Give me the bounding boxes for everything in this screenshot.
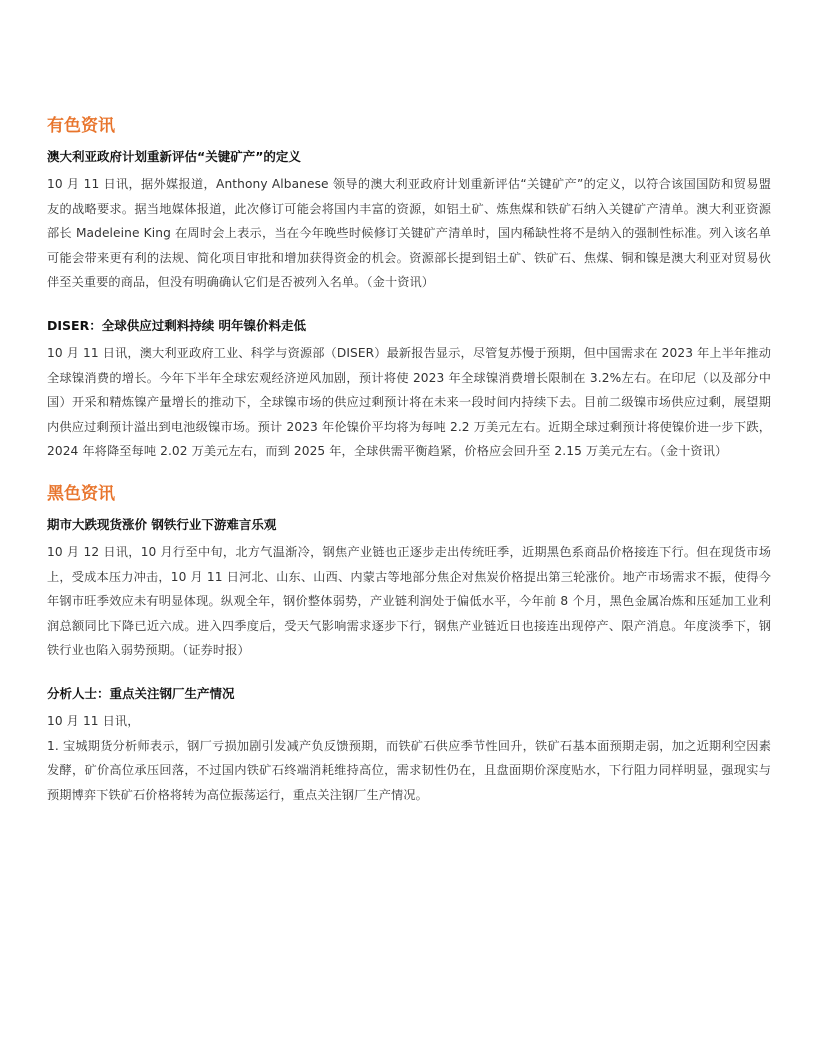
section-title-nonferrous: 有色资讯: [47, 116, 115, 136]
article-paragraph: 10 月 11 日讯，据外媒报道，Anthony Albanese 领导的澳大利亚政府计划重新评估“关键矿产”的定义，以符合该国国防和贸易盟友的战略要求。据当地媒体报道，此次修订可能会将国内丰富的资源，如铝土矿、炼焦煤和铁矿石纳入关键矿产清单。澳大利亚资源部长 Madeleine King 在周时会上表示，当在今年晚些时候修订关键矿产清单时，国内稀缺性将不是纳入的强制性标准。列入该名单可能会带来更有利的法规、简化项目审批和增加获得资金的机会。资源部长提到铝土矿、铁矿石、焦煤、铜和镍是澳大利亚对贸易伙伴至关重要的商品，但没有明确确认它们是否被列入名单。（金十资讯）: [47, 177, 771, 290]
document-page: [47, 114, 771, 807]
article-paragraph: 1. 宝城期货分析师表示，钢厂亏损加剧引发减产负反馈预期，而铁矿石供应季节性回升，铁矿石基本面预期走弱，加之近期利空因素发酵，矿价高位承压回落，不过国内铁矿石终端消耗维持高位，需求韧性仍在，且盘面期价深度贴水，下行阻力同样明显，强现实与预期博弈下铁矿石价格将转为高位振荡运行，重点关注钢厂生产情况。: [47, 738, 771, 802]
article-title: 澳大利亚政府计划重新评估“关键矿产”的定义: [47, 149, 301, 164]
section-title-ferrous: 黑色资讯: [47, 483, 115, 504]
article-paragraph: 10 月 11 日讯，澳大利亚政府工业、科学与资源部（DISER）最新报告显示，尽管复苏慢于预期，但中国需求在 2023 年上半年推动全球镍消费的增长。今年下半年全球宏观经济逆风加剧，预计将使 2023 年全球镍消费增长限制在 3.2%左右。在印尼（以及部分中国）开采和精炼镍产量增长的推动下，全球镍市场的供应过剩预计将在未来一段时间内持续下去。目前二级镍市场供应过剩，展望期内供应过剩预计溢出到电池级镍市场。预计 2023 年伦镍价平均将为每吨 2.2 万美元左右。近期全球过剩预计将使镍价进一步下跌，2024 年将降至每吨 2.02 万美元左右，而到 2025 年，全球供需平衡趋紧，价格应会回升至 2.15 万美元左右。（金十资讯）: [47, 345, 771, 459]
article-title: DISER：全球供应过剩料持续 明年镍价料走低: [47, 317, 307, 333]
article-paragraph: 10 月 12 日讯，10 月行至中旬，北方气温渐冷，钢焦产业链也正逐步走出传统旺季，近期黑色系商品价格接连下行。但在现货市场上，受成本压力冲击，10 月 11 日河北、山东、山西、内蒙古等地部分焦企对焦炭价格提出第三轮涨价。地产市场需求不振，使得今年钢市旺季效应未有明显体现。纵观全年，钢价整体弱势，产业链利润处于偏低水平，今年前 8 个月，黑色金属冶炼和压延加工业利润总额同比下降已近六成。进入四季度后，受天气影响需求逐步下行，钢焦产业链近日也接连出现停产、限产消息。年度淡季下，钢铁行业也陷入弱势预期。（证券时报）: [47, 544, 771, 658]
article-title: 期市大跌现货涨价 钢铁行业下游难言乐观: [47, 516, 277, 532]
article-paragraph: 10 月 11 日讯，: [47, 713, 140, 728]
article-title: 分析人士：重点关注钢厂生产情况: [47, 685, 235, 701]
